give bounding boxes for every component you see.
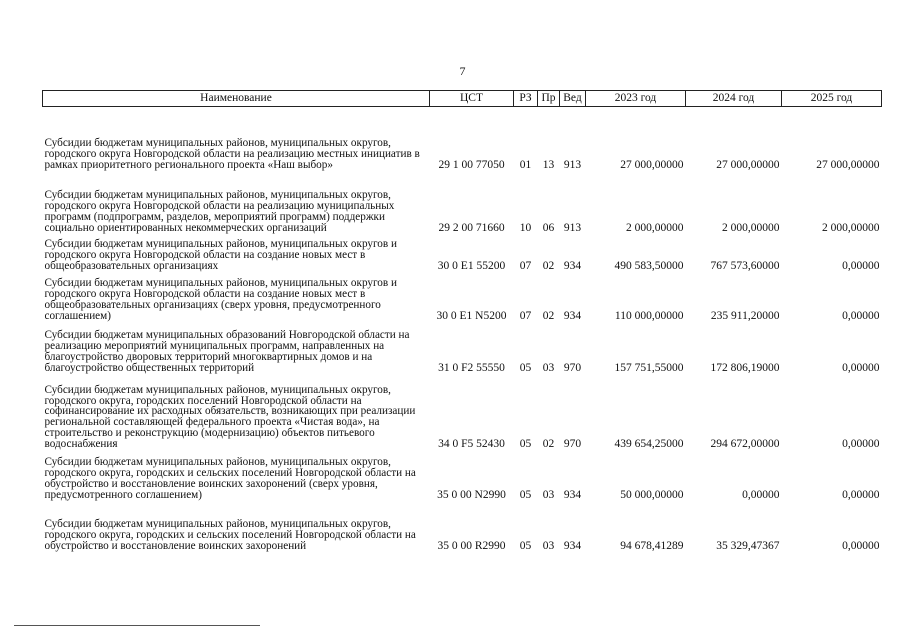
table-row [43, 234, 882, 272]
row-2025: 27 000,00000 [816, 158, 880, 171]
row-2025: 0,00000 [842, 259, 880, 272]
row-2024: 2 000,00000 [722, 221, 780, 234]
row-2024: 294 672,00000 [710, 437, 780, 450]
row-2025: 0,00000 [842, 539, 880, 552]
header-2025: 2025 год [782, 91, 882, 107]
row-2024: 767 573,60000 [710, 259, 780, 272]
row-name: Субсидии бюджетам муниципальных районов, муниципальных округов и городского округа Новгородской области на создание новых мест в общеобразовательных организациях [44, 238, 397, 272]
table-row [43, 322, 882, 374]
row-name: Субсидии бюджетам муниципальных районов, муниципальных округов, городского округа, городских и сельских поселений Новгородской области на обустройство и восстановление воинских захоронений (сверх уровня, предусмотренного соглашением) [44, 456, 416, 501]
row-rz: 05 [519, 361, 532, 374]
header-ved: Вед [560, 91, 586, 107]
table-row [43, 374, 882, 450]
row-pr: 06 [542, 221, 555, 234]
row-2023: 439 654,25000 [614, 437, 684, 450]
row-2023: 2 000,00000 [626, 221, 684, 234]
row-rz: 05 [519, 437, 532, 450]
row-cst: 30 0 E1 55200 [437, 259, 506, 272]
footnote-divider [14, 625, 260, 626]
row-name: Субсидии бюджетам муниципальных районов, муниципальных округов, городского округа, городских и сельских поселений Новгородской области на обустройство и восстановление воинских захоронений [44, 518, 416, 552]
row-2024: 35 329,47367 [716, 539, 780, 552]
header-row [43, 91, 882, 107]
row-cst: 34 0 F5 52430 [438, 437, 505, 450]
row-2025: 2 000,00000 [822, 221, 880, 234]
row-pr: 02 [542, 309, 555, 322]
budget-table [42, 90, 882, 552]
row-2024: 172 806,19000 [710, 361, 780, 374]
table-row [43, 272, 882, 322]
row-2025: 0,00000 [842, 488, 880, 501]
row-pr: 02 [542, 259, 555, 272]
row-2025: 0,00000 [842, 437, 880, 450]
row-2024: 27 000,00000 [716, 158, 780, 171]
row-ved: 934 [563, 309, 582, 322]
row-pr: 03 [542, 361, 555, 374]
row-cst: 31 0 F2 55550 [438, 361, 505, 374]
row-2025: 0,00000 [842, 361, 880, 374]
row-pr: 13 [542, 158, 555, 171]
row-cst: 29 2 00 71660 [438, 221, 505, 234]
row-rz: 07 [519, 259, 532, 272]
row-rz: 05 [519, 539, 532, 552]
row-pr: 02 [542, 437, 555, 450]
header-rz: РЗ [514, 91, 538, 107]
row-pr: 03 [542, 539, 555, 552]
row-name: Субсидии бюджетам муниципальных районов, муниципальных округов, городского округа Новгородской области на реализацию муниципальных программ (подпрограмм, разделов, мероприятий программ) поддержки социально ориентированных некоммерческих организаций [44, 189, 395, 234]
table-row [43, 450, 882, 501]
table-row [43, 501, 882, 552]
row-cst: 35 0 00 R2990 [437, 539, 506, 552]
table-row [43, 107, 882, 171]
row-2024: 235 911,20000 [710, 309, 780, 322]
row-ved: 934 [563, 488, 582, 501]
row-name: Субсидии бюджетам муниципальных районов, муниципальных округов и городского округа Новгородской области на создание новых мест в общеобразовательных организациях (сверх уровня, предусмотренного соглашением) [44, 277, 397, 322]
row-name: Субсидии бюджетам муниципальных районов, муниципальных округов, городского округа Новгородской области на реализацию местных инициатив в рамках приоритетного регионального проекта «Наш выбор» [44, 137, 420, 171]
row-2025: 0,00000 [842, 309, 880, 322]
row-cst: 30 0 E1 N5200 [436, 309, 507, 322]
row-ved: 934 [563, 539, 582, 552]
row-2024: 0,00000 [742, 488, 780, 501]
header-pr: Пр [538, 91, 560, 107]
row-pr: 03 [542, 488, 555, 501]
row-2023: 27 000,00000 [620, 158, 684, 171]
row-2023: 110 000,00000 [614, 309, 684, 322]
row-2023: 157 751,55000 [614, 361, 684, 374]
row-rz: 07 [519, 309, 532, 322]
row-rz: 10 [519, 221, 532, 234]
row-2023: 94 678,41289 [620, 539, 684, 552]
row-2023: 490 583,50000 [614, 259, 684, 272]
row-ved: 970 [563, 437, 582, 450]
row-name: Субсидии бюджетам муниципальных районов, муниципальных округов, городского округа, городских поселений Новгородской области на софинансирование их расходных обязательств, возникающих при реализации региональной составляющей федерального проекта «Чистая вода», на строительство и реконструкцию (модернизацию) объектов питьевого водоснабжения [44, 383, 416, 450]
row-ved: 913 [563, 158, 582, 171]
row-cst: 35 0 00 N2990 [437, 488, 506, 501]
row-ved: 934 [563, 259, 582, 272]
row-name: Субсидии бюджетам муниципальных образований Новгородской области на реализацию мероприятий муниципальных программ, направленных на благоустройство дворовых территорий многоквартирных домов и на благоустройство общественных территорий [44, 329, 410, 374]
header-2024: 2024 год [686, 91, 782, 107]
table-row [43, 171, 882, 234]
row-ved: 913 [563, 221, 582, 234]
row-2023: 50 000,00000 [620, 488, 684, 501]
row-rz: 05 [519, 488, 532, 501]
row-ved: 970 [563, 361, 582, 374]
page-number: 7 [459, 64, 466, 78]
header-name: Наименование [43, 91, 430, 107]
row-rz: 01 [519, 158, 532, 171]
header-cst: ЦСТ [430, 91, 514, 107]
header-2023: 2023 год [586, 91, 686, 107]
row-cst: 29 1 00 77050 [438, 158, 505, 171]
